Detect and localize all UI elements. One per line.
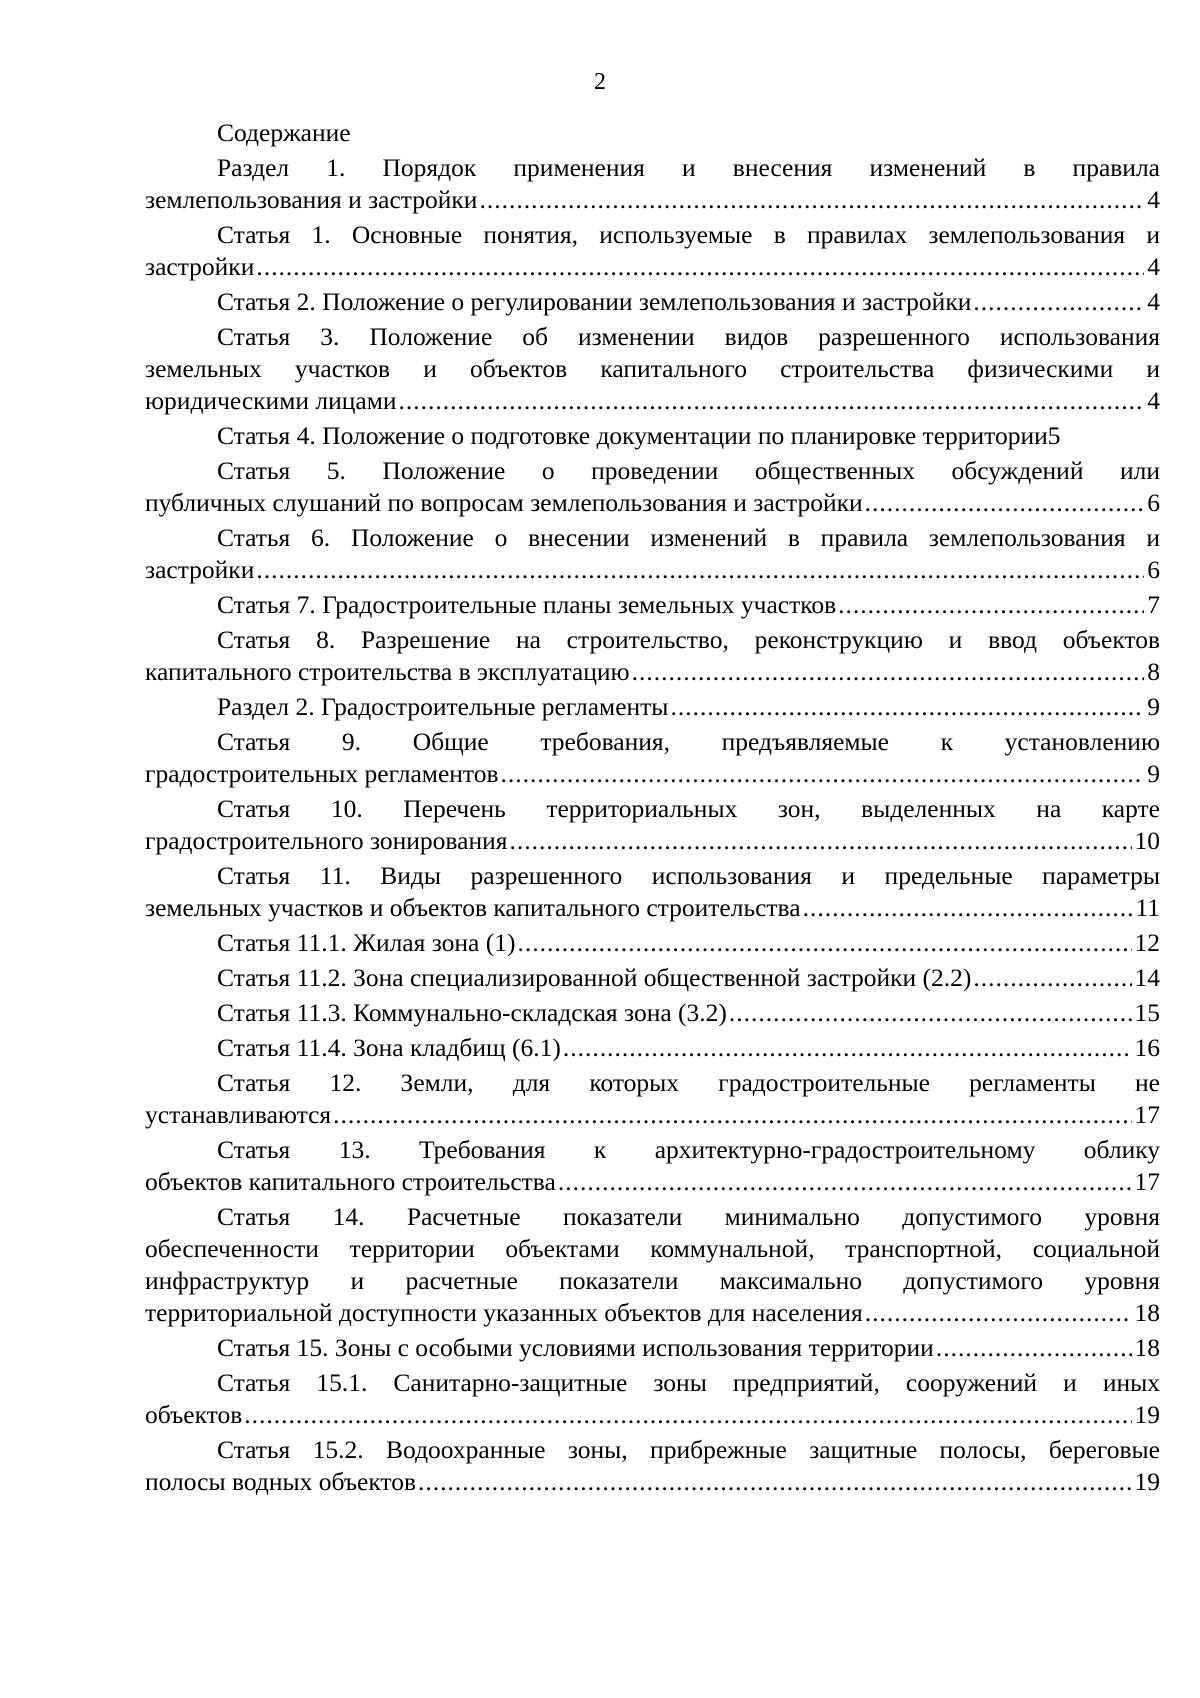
toc-entry-page: 9 bbox=[1147, 759, 1160, 788]
toc-entry[interactable] bbox=[145, 455, 1160, 519]
toc-entry-line: Статья 8. Разрешение на строительство, реконструкцию и ввод объектов bbox=[217, 625, 1160, 654]
toc-entry-page: 19 bbox=[1134, 1467, 1160, 1496]
dot-leader bbox=[333, 1099, 1131, 1131]
toc-entry[interactable] bbox=[145, 962, 1160, 994]
toc-entry[interactable] bbox=[145, 860, 1160, 924]
dot-leader bbox=[501, 758, 1145, 790]
toc-entry[interactable] bbox=[145, 691, 1160, 723]
toc-entry-last-line bbox=[145, 1166, 1160, 1198]
dot-leader bbox=[244, 1399, 1131, 1431]
toc-entry[interactable] bbox=[145, 1134, 1160, 1198]
dot-leader bbox=[256, 251, 1144, 283]
toc-entry[interactable] bbox=[145, 1201, 1160, 1329]
toc-entry[interactable] bbox=[145, 1032, 1160, 1064]
toc-entry-last-line bbox=[145, 420, 1160, 452]
toc-entry[interactable] bbox=[145, 1332, 1160, 1364]
toc-entry-page: 11 bbox=[1135, 893, 1160, 922]
toc-entry-page: 10 bbox=[1134, 826, 1160, 855]
toc-entry[interactable] bbox=[145, 726, 1160, 790]
toc-entry-page: 6 bbox=[1147, 555, 1160, 584]
dot-leader bbox=[865, 487, 1145, 519]
toc-entry-title: полосы водных объектов bbox=[145, 1467, 416, 1496]
toc-entry-line: Статья 10. Перечень территориальных зон, выделенных на карте bbox=[217, 794, 1160, 823]
dot-leader bbox=[398, 385, 1144, 417]
toc-entry-page: 4 bbox=[1147, 386, 1160, 415]
dot-leader bbox=[973, 286, 1144, 318]
dot-leader bbox=[632, 656, 1145, 688]
toc-entry[interactable] bbox=[145, 927, 1160, 959]
toc-entry-title: Раздел 2. Градостроительные регламенты bbox=[217, 692, 669, 721]
dot-leader bbox=[936, 1332, 1132, 1364]
toc-entry-title: Статья 11.3. Коммунально-складская зона (3.2) bbox=[217, 998, 727, 1027]
toc-entry-page: 17 bbox=[1134, 1167, 1160, 1196]
dot-leader bbox=[509, 825, 1131, 857]
toc-entry-last-line bbox=[145, 892, 1160, 924]
toc-entry-title: Статья 11.1. Жилая зона (1) bbox=[217, 928, 516, 957]
dot-leader bbox=[517, 927, 1131, 959]
toc-entry-last-line bbox=[145, 1332, 1160, 1364]
toc-entry-line: Раздел 1. Порядок применения и внесения изменений в правила bbox=[217, 153, 1160, 182]
toc-entries bbox=[145, 152, 1160, 1498]
toc-entry-page: 8 bbox=[1147, 657, 1160, 686]
toc-entry-page: 5 bbox=[1047, 421, 1061, 450]
toc-entry-title: публичных слушаний по вопросам землепользования и застройки bbox=[145, 488, 863, 517]
toc-entry-line: Статья 13. Требования к архитектурно-градостроительному облику bbox=[217, 1135, 1160, 1164]
toc-entry-title: земельных участков и объектов капитального строительства bbox=[145, 893, 801, 922]
toc-entry-last-line bbox=[145, 286, 1160, 318]
toc-entry-last-line bbox=[145, 1297, 1160, 1329]
toc-entry-line: Статья 3. Положение об изменении видов разрешенного использования bbox=[217, 322, 1160, 351]
toc-entry-page: 9 bbox=[1147, 692, 1160, 721]
toc-entry-line: Статья 12. Земли, для которых градостроительные регламенты не bbox=[217, 1068, 1160, 1097]
toc-entry-last-line bbox=[145, 758, 1160, 790]
toc-entry-line: Статья 5. Положение о проведении общественных обсуждений или bbox=[217, 456, 1160, 485]
toc-entry-title: градостроительных регламентов bbox=[145, 759, 499, 788]
toc-entry[interactable] bbox=[145, 624, 1160, 688]
toc-entry-page: 7 bbox=[1147, 590, 1160, 619]
toc-entry-line: Статья 6. Положение о внесении изменений в правила землепользования и bbox=[217, 523, 1160, 552]
toc-entry-last-line bbox=[145, 927, 1160, 959]
toc-entry-line: Статья 11. Виды разрешенного использования и предельные параметры bbox=[217, 861, 1160, 890]
toc-entry-line: Статья 1. Основные понятия, используемые в правилах землепользования и bbox=[217, 220, 1160, 249]
toc-entry-last-line bbox=[145, 251, 1160, 283]
toc-entry-title: Статья 11.2. Зона специализированной общественной застройки (2.2) bbox=[217, 963, 972, 992]
toc-entry-title: Статья 2. Положение о регулировании землепользования и застройки bbox=[217, 287, 972, 316]
dot-leader bbox=[479, 184, 1144, 216]
toc-entry-title: Статья 4. Положение о подготовке документации по планировке территории bbox=[217, 421, 1048, 450]
dot-leader bbox=[563, 1032, 1132, 1064]
toc-entry-last-line bbox=[145, 589, 1160, 621]
toc-entry-line: земельных участков и объектов капитального строительства физическими и bbox=[145, 354, 1160, 383]
toc-entry-last-line bbox=[145, 825, 1160, 857]
toc-entry[interactable] bbox=[145, 420, 1160, 452]
toc-entry-title: объектов bbox=[145, 1400, 243, 1429]
toc-entry-last-line bbox=[145, 184, 1160, 216]
toc-entry[interactable] bbox=[145, 997, 1160, 1029]
dot-leader bbox=[729, 997, 1132, 1029]
toc-entry-title: застройки bbox=[145, 555, 255, 584]
toc-entry-last-line bbox=[145, 1099, 1160, 1131]
toc-entry-last-line bbox=[145, 1466, 1160, 1498]
toc-entry-last-line bbox=[145, 554, 1160, 586]
toc-entry-last-line bbox=[145, 385, 1160, 417]
dot-leader bbox=[558, 1166, 1132, 1198]
toc-entry-title: застройки bbox=[145, 252, 255, 281]
toc-entry-title: градостроительного зонирования bbox=[145, 826, 508, 855]
toc-entry-title: землепользования и застройки bbox=[145, 185, 478, 214]
dot-leader bbox=[865, 1297, 1132, 1329]
toc-entry-page: 4 bbox=[1147, 185, 1160, 214]
toc-entry-title: юридическими лицами bbox=[145, 386, 397, 415]
toc-entry-page: 4 bbox=[1147, 287, 1160, 316]
toc-entry-page: 14 bbox=[1134, 963, 1160, 992]
toc-entry-last-line bbox=[145, 656, 1160, 688]
toc-entry[interactable] bbox=[145, 321, 1160, 417]
toc-entry[interactable] bbox=[145, 1067, 1160, 1131]
toc-entry-page: 17 bbox=[1134, 1100, 1160, 1129]
toc-entry-title: территориальной доступности указанных объектов для населения bbox=[145, 1298, 863, 1327]
page-number: 2 bbox=[594, 69, 606, 95]
toc-entry-last-line bbox=[145, 997, 1160, 1029]
toc-entry[interactable] bbox=[145, 152, 1160, 216]
toc-entry-line: Статья 15.1. Санитарно-защитные зоны предприятий, сооружений и иных bbox=[217, 1368, 1160, 1397]
toc-entry-title: устанавливаются bbox=[145, 1100, 332, 1129]
toc-entry-page: 6 bbox=[1147, 488, 1160, 517]
toc-entry-line: Статья 14. Расчетные показатели минимально допустимого уровня bbox=[217, 1202, 1160, 1231]
dot-leader bbox=[973, 962, 1131, 994]
table-of-contents bbox=[145, 117, 1160, 1501]
toc-entry-page: 18 bbox=[1134, 1333, 1160, 1362]
toc-entry-title: Статья 11.4. Зона кладбищ (6.1) bbox=[217, 1033, 561, 1062]
toc-entry-last-line bbox=[145, 1399, 1160, 1431]
toc-entry-line: Статья 15.2. Водоохранные зоны, прибрежные защитные полосы, береговые bbox=[217, 1435, 1160, 1464]
toc-entry-title: объектов капитального строительства bbox=[145, 1167, 556, 1196]
toc-entry-page: 4 bbox=[1147, 252, 1160, 281]
toc-entry-line: Статья 9. Общие требования, предъявляемые к установлению bbox=[217, 727, 1160, 756]
toc-entry[interactable] bbox=[145, 286, 1160, 318]
toc-entry-line: инфраструктур и расчетные показатели максимально допустимого уровня bbox=[145, 1266, 1160, 1295]
toc-heading: Содержание bbox=[217, 118, 351, 147]
toc-entry-last-line bbox=[145, 487, 1160, 519]
toc-entry-page: 12 bbox=[1134, 928, 1160, 957]
dot-leader bbox=[838, 589, 1144, 621]
toc-entry-title: капитального строительства в эксплуатацию bbox=[145, 657, 630, 686]
toc-entry-page: 18 bbox=[1134, 1298, 1160, 1327]
toc-entry-page: 16 bbox=[1134, 1033, 1160, 1062]
toc-entry[interactable] bbox=[145, 1434, 1160, 1498]
toc-entry-line: обеспеченности территории объектами коммунальной, транспортной, социальной bbox=[145, 1234, 1160, 1263]
toc-entry[interactable] bbox=[145, 1367, 1160, 1431]
toc-entry-title: Статья 7. Градостроительные планы земельных участков bbox=[217, 590, 837, 619]
toc-entry-page: 15 bbox=[1134, 998, 1160, 1027]
toc-entry-page: 19 bbox=[1134, 1400, 1160, 1429]
toc-entry-last-line bbox=[145, 1032, 1160, 1064]
dot-leader bbox=[803, 892, 1133, 924]
toc-entry-last-line bbox=[145, 691, 1160, 723]
toc-entry[interactable] bbox=[145, 219, 1160, 283]
dot-leader bbox=[256, 554, 1144, 586]
toc-entry[interactable] bbox=[145, 793, 1160, 857]
dot-leader bbox=[670, 691, 1144, 723]
toc-entry-last-line bbox=[145, 962, 1160, 994]
dot-leader bbox=[418, 1466, 1132, 1498]
toc-entry-title: Статья 15. Зоны с особыми условиями использования территории bbox=[217, 1333, 934, 1362]
toc-entry[interactable] bbox=[145, 589, 1160, 621]
toc-entry[interactable] bbox=[145, 522, 1160, 586]
